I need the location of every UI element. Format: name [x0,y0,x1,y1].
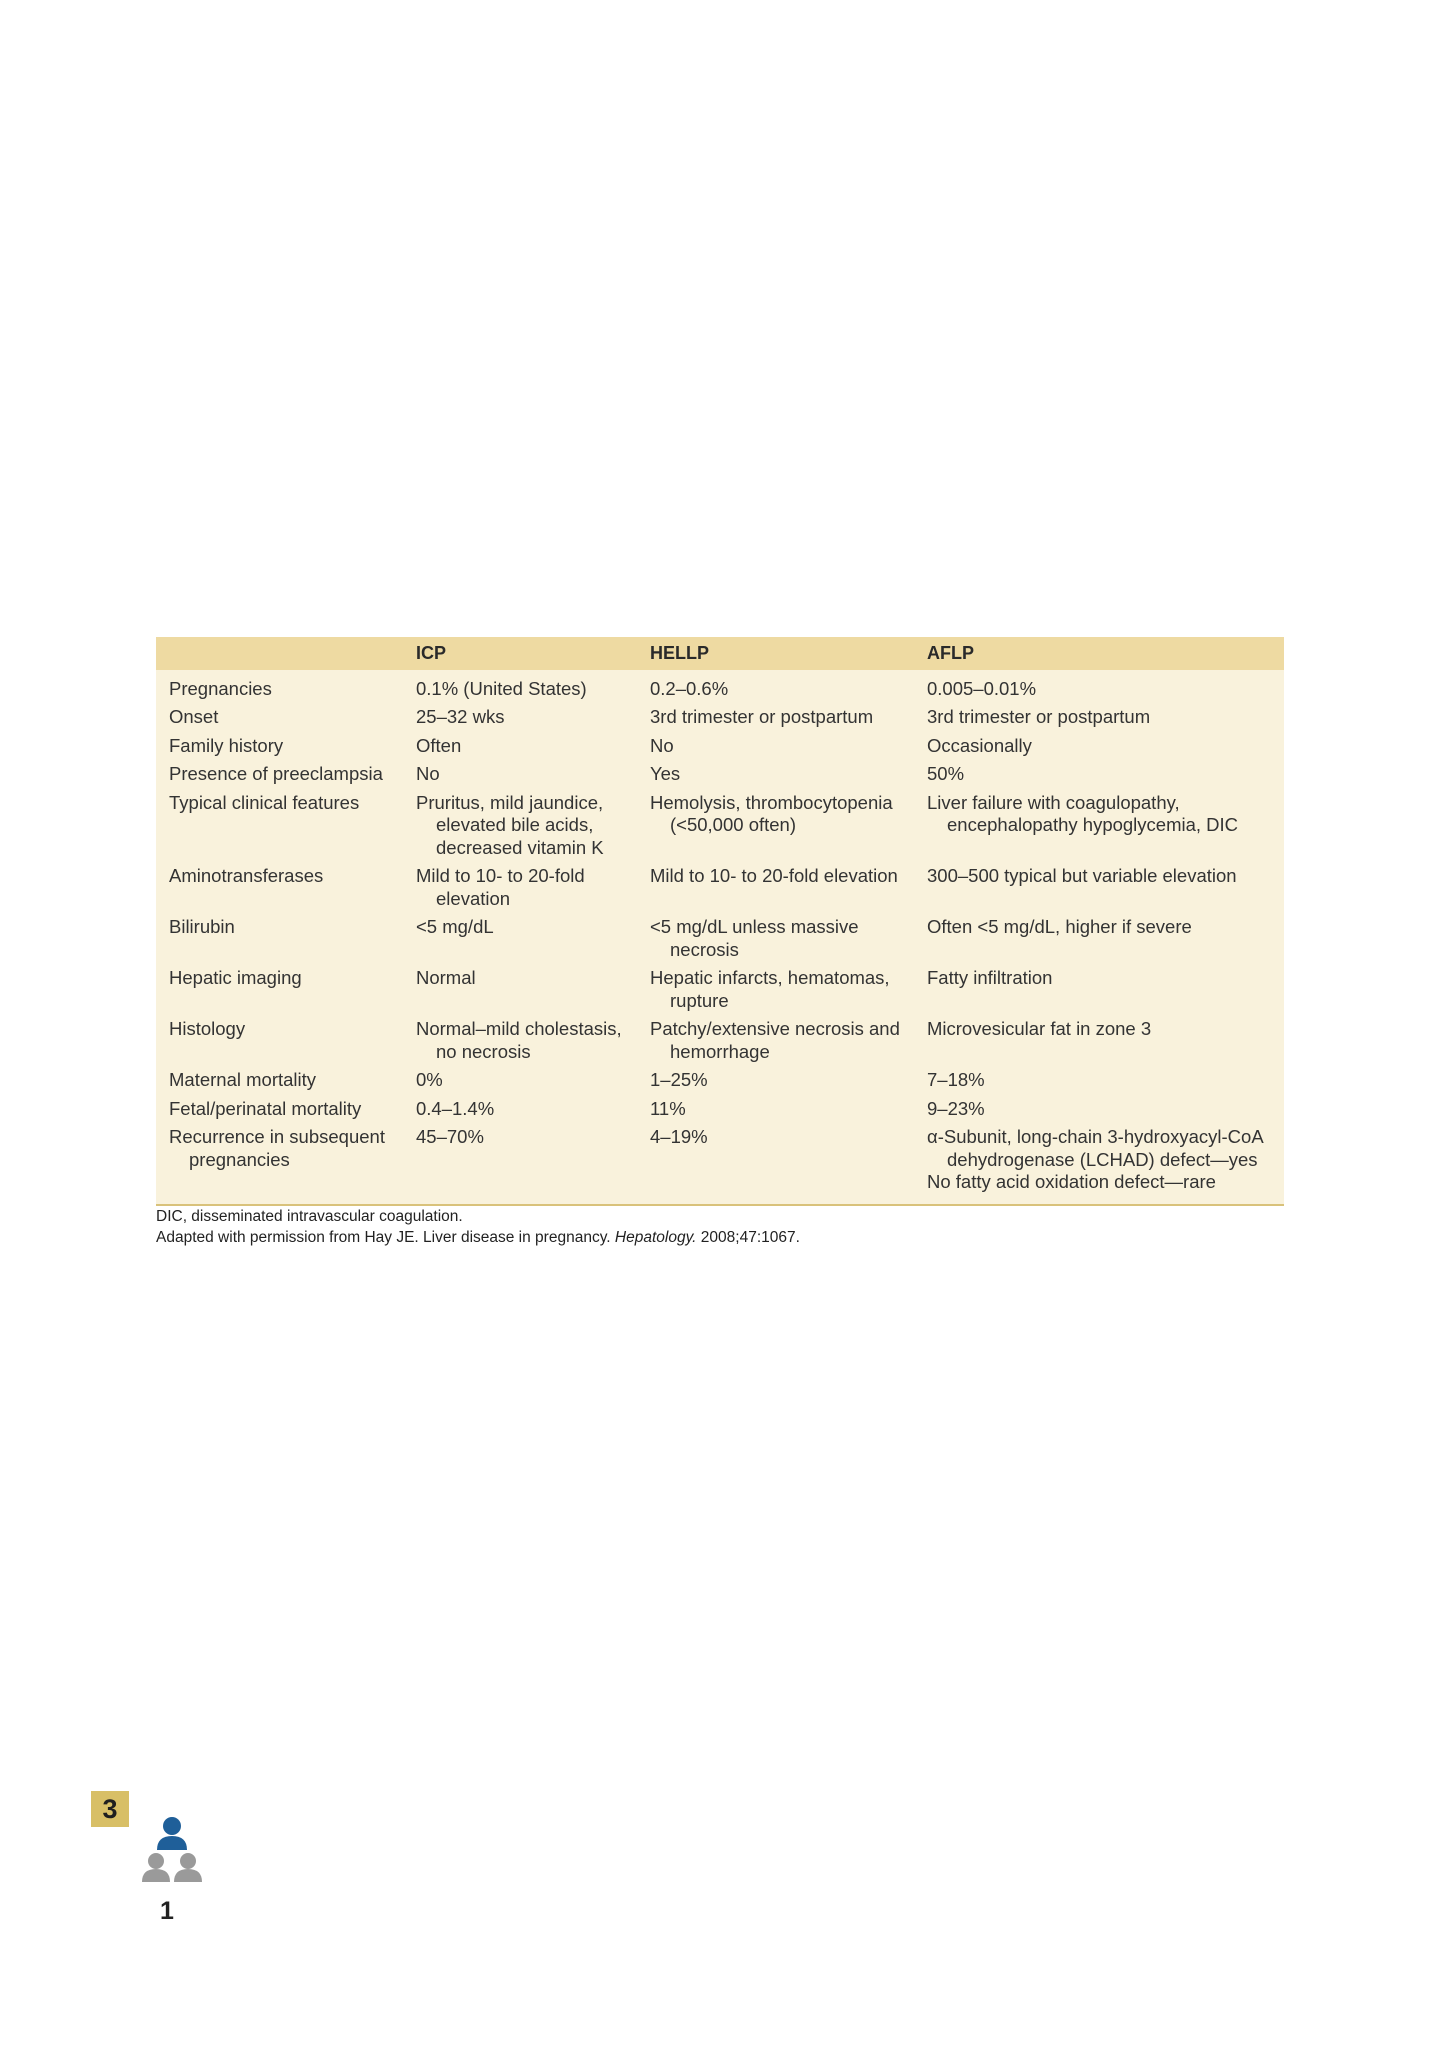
table-row [156,1018,1284,1069]
cell-text: Normal–mild cholestasis, no necrosis [416,1018,622,1062]
cell-text: 7–18% [927,1069,985,1090]
table-header-row [156,637,1284,670]
cell-text: Fatty infiltration [927,967,1053,988]
table-row [156,1098,1284,1127]
cell-feature [156,1098,403,1127]
cell-aflp [914,763,1284,792]
cell-text: Often [416,734,462,756]
cell-text: 0.005–0.01% [927,677,1037,699]
cell-text: Recurrence in subsequent pregnancies [169,1126,385,1170]
cell-icp [403,763,637,792]
cell-feature [156,763,403,792]
cell-icp [403,916,637,967]
table-header [156,637,1284,670]
footnote-source-prefix: Adapted with permission from Hay JE. Liver disease in pregnancy. [156,1229,615,1246]
cell-feature [156,670,403,707]
cell-icp [403,706,637,735]
cell-text: α-Subunit, long-chain 3-hydroxyacyl-CoA dehydrogenase (LCHAD) defect—yes [927,1126,1263,1170]
cell-text: Bilirubin [169,916,235,937]
comparison-table [156,637,1284,1206]
cell-text: Microvesicular fat in zone 3 [927,1018,1152,1039]
cell-text: Pregnancies [169,677,272,699]
header-cell-aflp: AFLP [927,643,974,663]
cell-text: Mild to 10- to 20-fold elevation [416,865,585,909]
table-row [156,1126,1284,1205]
cell-text: 300–500 typical but variable elevation [927,865,1237,886]
cell-feature [156,1069,403,1098]
cell-text: Patchy/extensive necrosis and hemorrhage [650,1018,900,1062]
table-row [156,670,1284,707]
table-row [156,706,1284,735]
cell-feature [156,792,403,866]
cell-text: Mild to 10- to 20-fold elevation [650,865,898,886]
cell-text: 0.2–0.6% [650,677,729,699]
cell-text: 0% [416,1069,443,1090]
cell-text: Typical clinical features [169,791,360,813]
cell-aflp [914,1126,1284,1205]
cell-hellp [637,670,914,707]
cell-feature [156,967,403,1018]
cell-text: No [416,763,440,784]
table-footnotes [156,1206,800,1248]
cell-feature [156,1018,403,1069]
cell-text: <5 mg/dL unless massive necrosis [650,916,859,960]
cell-aflp [914,670,1284,707]
cell-hellp [637,1018,914,1069]
cell-text: Histology [169,1018,246,1039]
table-row [156,763,1284,792]
cell-text: Onset [169,706,219,727]
table-row [156,916,1284,967]
cell-aflp [914,706,1284,735]
cell-text: 50% [927,763,965,784]
cell-text: 1–25% [650,1069,708,1090]
people-hierarchy-icon [138,1816,206,1894]
cell-aflp [914,792,1284,866]
cell-text: Often <5 mg/dL, higher if severe [927,916,1192,937]
cell-feature [156,1126,403,1205]
cell-hellp [637,865,914,916]
header-cell-icp: ICP [416,643,447,663]
cell-text: Hepatic infarcts, hematomas, rupture [650,967,890,1011]
cell-icp [403,792,637,866]
cell-text: Yes [650,763,681,784]
cell-icp [403,670,637,707]
cell-text: <5 mg/dL [416,916,494,937]
table-row [156,792,1284,866]
cell-icp [403,735,637,764]
cell-hellp [637,967,914,1018]
cell-text: 45–70% [416,1126,484,1147]
cell-text: No [650,734,674,756]
table-body [156,670,1284,1205]
cell-text: Liver failure with coagulopathy, encephalopathy hypoglycemia, DIC [927,791,1239,835]
cell-hellp [637,1126,914,1205]
table-row [156,967,1284,1018]
cell-icp [403,967,637,1018]
cell-text: 3rd trimester or postpartum [650,706,874,727]
cell-text: Pruritus, mild jaundice, elevated bile acids, decreased vitamin K [416,791,604,858]
cell-text: Hemolysis, thrombocytopenia (<50,000 often) [650,791,893,835]
people-count: 1 [160,1897,174,1925]
cell-hellp [637,792,914,866]
cell-text: 3rd trimester or postpartum [927,706,1151,727]
cell-hellp [637,1069,914,1098]
cell-text: Occasionally [927,734,1032,756]
footnote-source [156,1227,800,1248]
cell-text: Normal [416,967,476,988]
cell-aflp [914,865,1284,916]
cell-text: 4–19% [650,1126,708,1147]
cell-text: Fetal/perinatal mortality [169,1097,362,1119]
chapter-number-badge: 3 [91,1791,129,1827]
cell-hellp [637,735,914,764]
cell-icp [403,1069,637,1098]
cell-icp [403,1098,637,1127]
comparison-table-container [156,637,1284,1206]
cell-hellp [637,916,914,967]
cell-aflp [914,1018,1284,1069]
cell-aflp [914,735,1284,764]
cell-text: No fatty acid oxidation defect—rare [927,1171,1216,1192]
cell-text: Hepatic imaging [169,967,302,988]
cell-text: 0.1% (United States) [416,677,587,699]
cell-icp [403,865,637,916]
cell-feature [156,706,403,735]
cell-text: Aminotransferases [169,865,324,886]
cell-hellp [637,763,914,792]
cell-text: 25–32 wks [416,706,505,727]
cell-text: Family history [169,734,284,756]
footnote-source-suffix: 2008;47:1067. [696,1229,800,1246]
table-row [156,735,1284,764]
footnote-abbreviation: DIC, disseminated intravascular coagulation. [156,1208,463,1225]
cell-aflp [914,1098,1284,1127]
cell-aflp [914,967,1284,1018]
cell-text: Maternal mortality [169,1069,317,1090]
header-cell-hellp: HELLP [650,643,710,663]
cell-feature [156,735,403,764]
cell-hellp [637,1098,914,1127]
header-cell-feature [156,637,403,670]
cell-icp [403,1018,637,1069]
table-row [156,1069,1284,1098]
cell-feature [156,865,403,916]
cell-aflp [914,916,1284,967]
cell-text: 11% [650,1097,686,1119]
footnote-source-journal: Hepatology. [614,1229,697,1246]
table-row [156,865,1284,916]
cell-text: 9–23% [927,1097,985,1119]
cell-hellp [637,706,914,735]
cell-text: Presence of preeclampsia [169,763,383,784]
cell-icp [403,1126,637,1205]
cell-text: 0.4–1.4% [416,1097,495,1119]
cell-feature [156,916,403,967]
cell-aflp [914,1069,1284,1098]
